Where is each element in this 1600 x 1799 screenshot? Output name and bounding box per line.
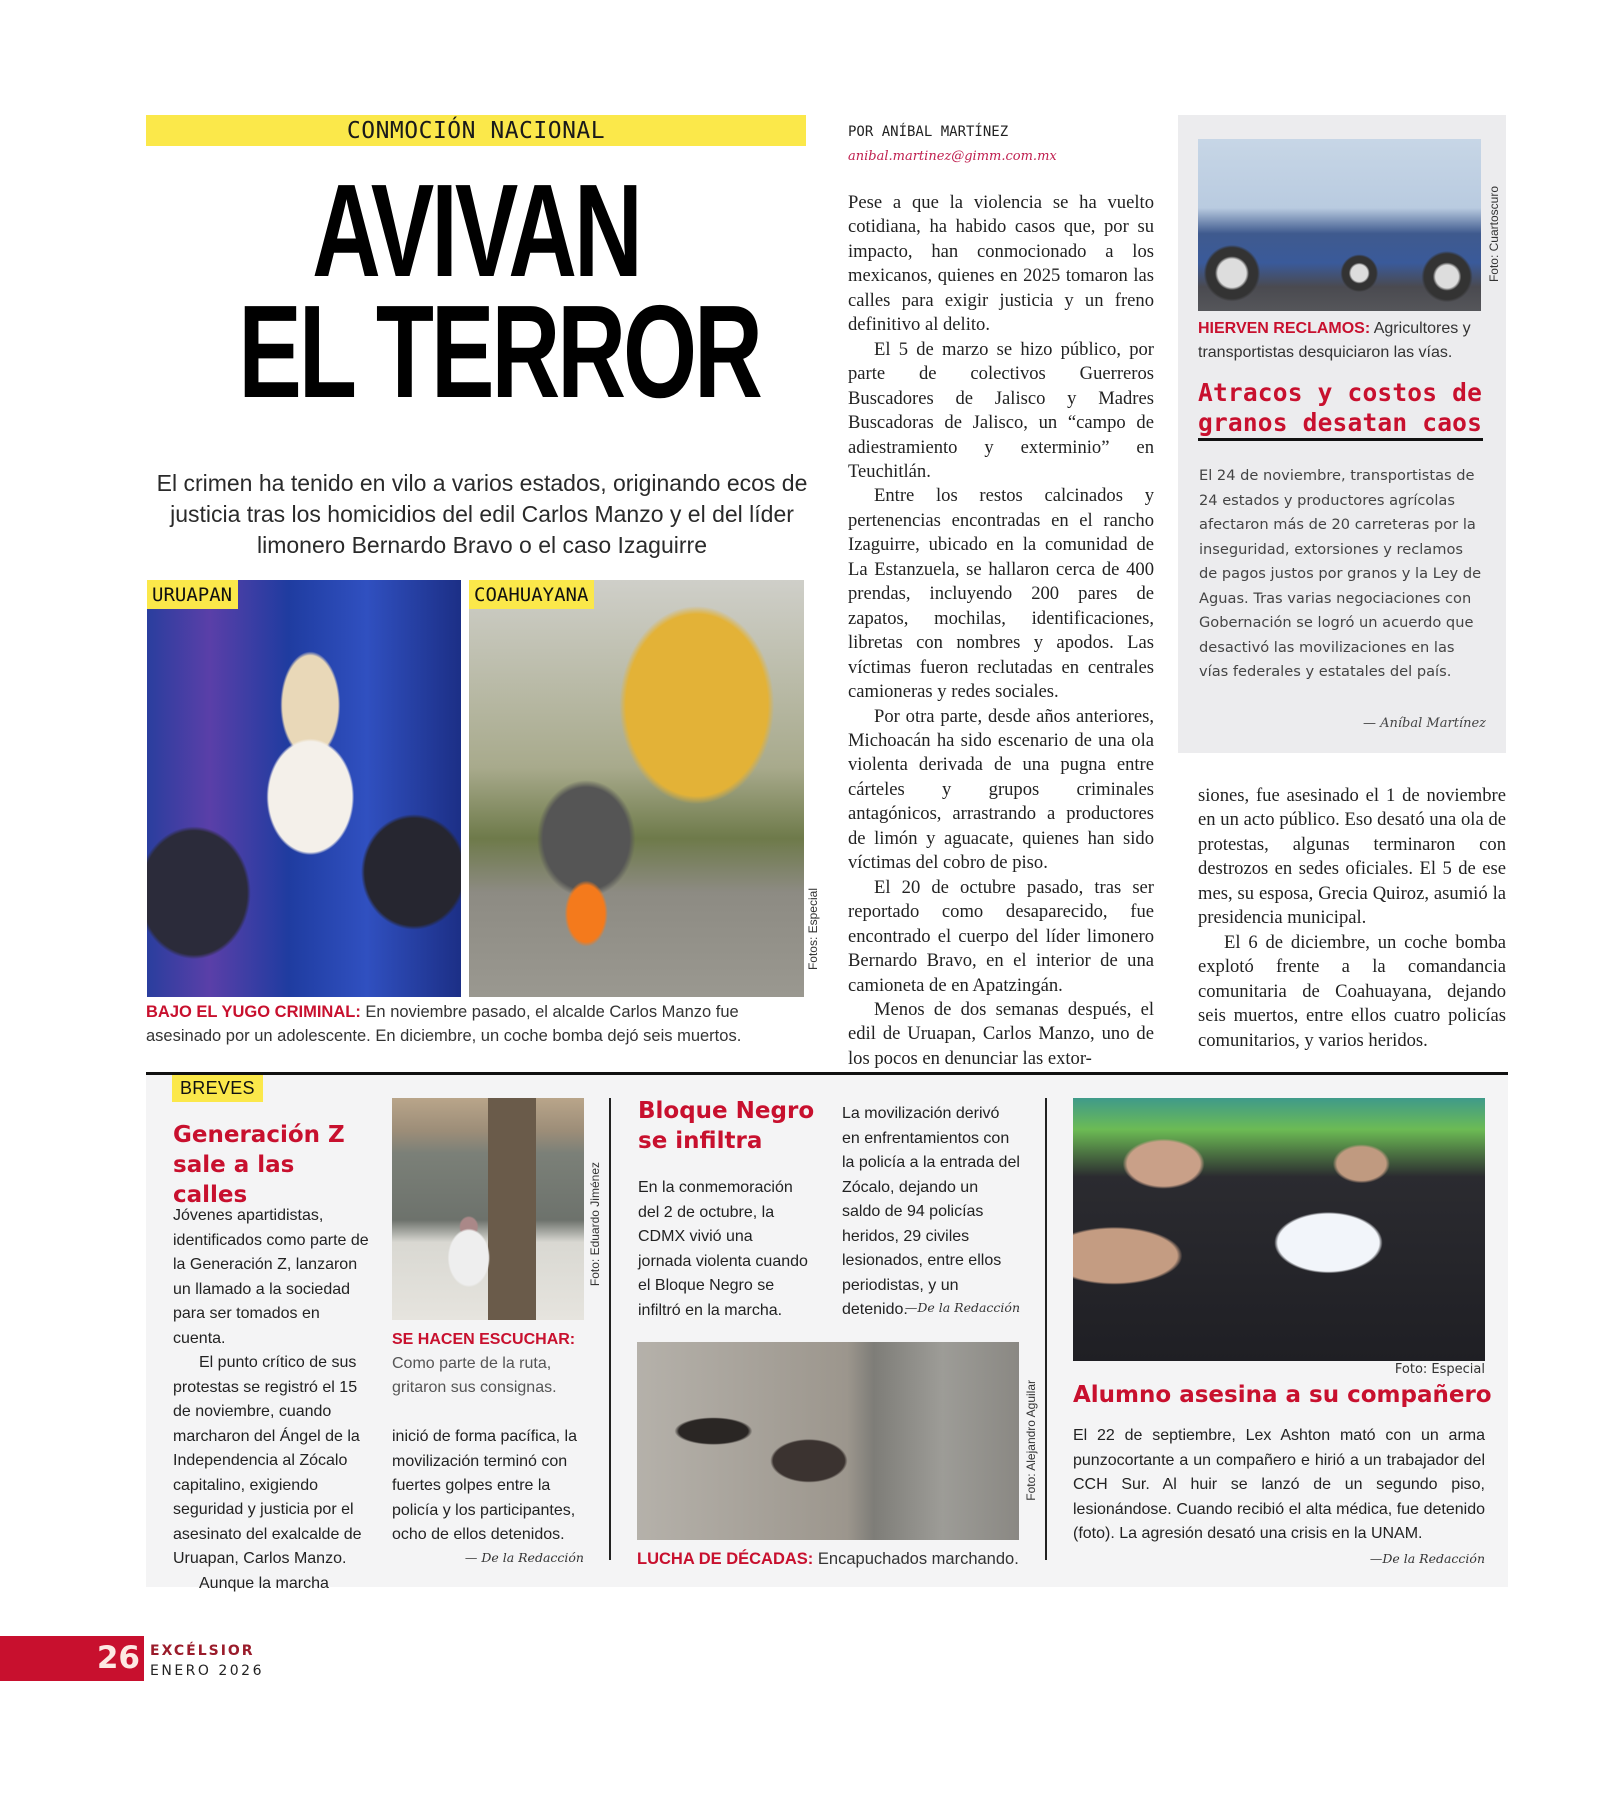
signature-genz: — De la Redacción — [464, 1550, 584, 1565]
byline-author: POR ANÍBAL MARTÍNEZ — [848, 124, 1009, 140]
brief-paragraph: En la conmemoración del 2 de octubre, la CDMX vivió una jornada violenta cuando el Bloque Negro se infiltró en la marcha. — [638, 1179, 808, 1319]
column-separator — [609, 1098, 611, 1560]
caption-lead: HIERVEN RECLAMOS: — [1198, 320, 1371, 337]
article-paragraph: siones, fue asesinado el 1 de noviembre en un acto público. Eso desató una ola de protestas, algunas terminaron con destrozos en sedes oficiales. El 5 de ese mes, su esposa, Grecia Quiroz, asumió la presidencia municipal. — [1198, 785, 1506, 929]
brief-body-bloque-2 — [842, 1102, 1020, 1323]
brief-paragraph: La movilización derivó en enfrentamientos con la policía a la entrada del Zócalo, dejando un saldo de 94 policías heridos, 29 civiles lesionados, entre ellos periodistas, y un detenido. — [842, 1105, 1020, 1318]
brief-paragraph: Jóvenes apartidistas, identificados como parte de la Generación Z, lanzaron un llamado a la sociedad para ser tomados en cuenta. — [173, 1207, 369, 1347]
sidebar-caption — [1198, 317, 1488, 365]
caption-text: Como parte de la ruta, gritaron sus consignas. — [392, 1355, 557, 1396]
photo-bloque-negro — [637, 1342, 1019, 1540]
sidebar-title-underline — [1198, 438, 1483, 441]
breves-tag: BREVES — [172, 1075, 263, 1102]
caption-text: En noviembre pasado, el alcalde Carlos Manzo fue asesinado por un adolescente. En diciembre, un coche bomba dejó seis muertos. — [146, 1003, 742, 1045]
brief-title-bloque: Bloque Negro se infiltra — [638, 1098, 815, 1154]
caption-lead: LUCHA DE DÉCADAS: — [637, 1550, 814, 1568]
photo-credit-alumno: Foto: Especial — [1394, 1362, 1485, 1377]
caption-text: Encapuchados marchando. — [817, 1550, 1019, 1568]
sidebar-signature: — Aníbal Martínez — [1363, 716, 1486, 731]
signature-bloque: —De la Redacción — [904, 1300, 1020, 1315]
article-paragraph: El 20 de octubre pasado, tras ser reportado como desaparecido, fue encontrado el cuerpo del líder limonero Bernardo Bravo, en el interior de una camioneta de en Apatzingán. — [848, 876, 1154, 996]
article-column-1 — [848, 191, 1154, 1071]
article-paragraph: Pese a que la violencia se ha vuelto cotidiana, ha habido casos que, por su impacto, han conmocionado a los mexicanos, quienes en 2025 tomaron las calles para exigir justicia y un freno definitivo al delito. — [848, 192, 1154, 336]
brief-body-bloque-1 — [638, 1176, 808, 1323]
article-paragraph: Por otra parte, desde años anteriores, Michoacán ha sido escenario de una ola violenta derivada de una pugna entre cárteles y grupos criminales antagónicos, arrastrando a productores de limón y aguacate, quienes han sido víctimas del cobro de piso. — [848, 705, 1154, 874]
brief-paragraph: Aunque la marcha — [199, 1574, 329, 1592]
signature-alumno: —De la Redacción — [1369, 1551, 1485, 1566]
headline-line-2: EL TERROR — [238, 278, 760, 426]
sidebar-title: Atracos y costos de granos desatan caos — [1198, 378, 1483, 437]
byline-email[interactable]: anibal.martinez@gimm.com.mx — [848, 149, 1057, 164]
photo-credit-top: Fotos: Especial — [806, 888, 820, 971]
page-number: 26 — [96, 1640, 140, 1676]
caption-genz — [392, 1328, 588, 1400]
brief-paragraph: El 22 de septiembre, Lex Ashton mató con un arma punzocortante a un compañero e hirió a un trabajador del CCH Sur. Al huir se lanzó de un segundo piso, lesionándose. Cuando recibió el alta médica, fue detenido (foto). La agresión desató una crisis en la UNAM. — [1073, 1427, 1485, 1542]
photo-caption-top — [146, 1000, 806, 1048]
article-paragraph: El 5 de marzo se hizo público, por parte de colectivos Guerreros Buscadores de Jalisco y Madres Buscadoras de Jalisco, un “campo de adiestramiento y exterminio” en Teuchitlán. — [848, 338, 1154, 482]
photo-label-coahuayana: COAHUAYANA — [469, 580, 594, 609]
photo-label-uruapan: URUAPAN — [147, 580, 238, 609]
column-separator — [1045, 1098, 1047, 1560]
brief-body-genz-cont — [392, 1425, 588, 1548]
article-paragraph: El 6 de diciembre, un coche bomba explotó frente a la comandancia comunitaria de Coahuayana, dejando seis muertos, entre ellos cuatro policías comunitarios, y varios heridos. — [1198, 931, 1506, 1051]
article-paragraph: Menos de dos semanas después, el edil de Uruapan, Carlos Manzo, uno de los pocos en denunciar las extor- — [848, 998, 1154, 1069]
article-paragraph: Entre los restos calcinados y pertenencias encontradas en el rancho Izaguirre, ubicado en la comunidad de La Estanzuela, se hallaron cerca de 400 prendas, incluyendo 200 pares de zapatos, mochilas, identificaciones, libretas con nombres y apodos. Las víctimas fueron reclutadas en centrales camioneras y redes sociales. — [848, 485, 1154, 703]
brief-body-genz — [173, 1204, 369, 1596]
headline-line-1: AVIVAN — [312, 157, 640, 304]
article-column-2 — [1198, 784, 1506, 1053]
issue-date: ENERO 2026 — [150, 1663, 264, 1679]
brief-paragraph: inició de forma pacífica, la movilización terminó con fuertes golpes entre la policía y los participantes, ocho de ellos detenidos. — [392, 1428, 577, 1543]
photo-alumno — [1073, 1098, 1485, 1361]
brief-paragraph: El punto crítico de sus protestas se registró el 15 de noviembre, cuando marcharon del Ángel de la Independencia al Zócalo capitalino, exigiendo seguridad y justicia por el asesinato del exalcalde de Uruapan, Carlos Manzo. — [173, 1354, 362, 1567]
photo-tractors — [1198, 139, 1481, 311]
brief-body-alumno — [1073, 1424, 1485, 1547]
photo-coahuayana — [469, 580, 804, 997]
publication-name: EXCÉLSIOR — [150, 1643, 255, 1659]
photo-genz — [392, 1098, 584, 1320]
brief-title-alumno: Alumno asesina a su compañero — [1073, 1382, 1492, 1408]
photo-credit-genz: Foto: Eduardo Jiménez — [588, 1162, 602, 1287]
photo-credit-bloque: Foto: Alejandro Aguilar — [1024, 1380, 1038, 1501]
caption-bloque — [637, 1547, 1027, 1571]
caption-text: Agricultores y transportistas desquiciaron las vías. — [1198, 320, 1471, 361]
section-kicker: CONMOCIÓN NACIONAL — [146, 115, 806, 146]
deck-subheadline: El crimen ha tenido en vilo a varios estados, originando ecos de justicia tras los homicidios del edil Carlos Manzo y el del líder limonero Bernardo Bravo o el caso Izaguirre — [156, 470, 808, 558]
sidebar-body: El 24 de noviembre, transportistas de 24 estados y productores agrícolas afectaron más de 20 carreteras por la inseguridad, extorsiones y reclamos de pagos justos por granos y la Ley de Aguas. Tras varias negociaciones con Gobernación se logró un acuerdo que desactivó las movilizaciones en las vías federales y estatales del país. — [1199, 467, 1482, 681]
photo-uruapan — [147, 580, 461, 997]
photo-credit-sidebar: Foto: Cuartoscuro — [1487, 186, 1501, 283]
brief-title-genz: Generación Z sale a las calles — [173, 1122, 345, 1208]
caption-lead: SE HACEN ESCUCHAR: — [392, 1331, 576, 1348]
caption-lead: BAJO EL YUGO CRIMINAL: — [146, 1003, 361, 1021]
headline — [238, 157, 760, 426]
